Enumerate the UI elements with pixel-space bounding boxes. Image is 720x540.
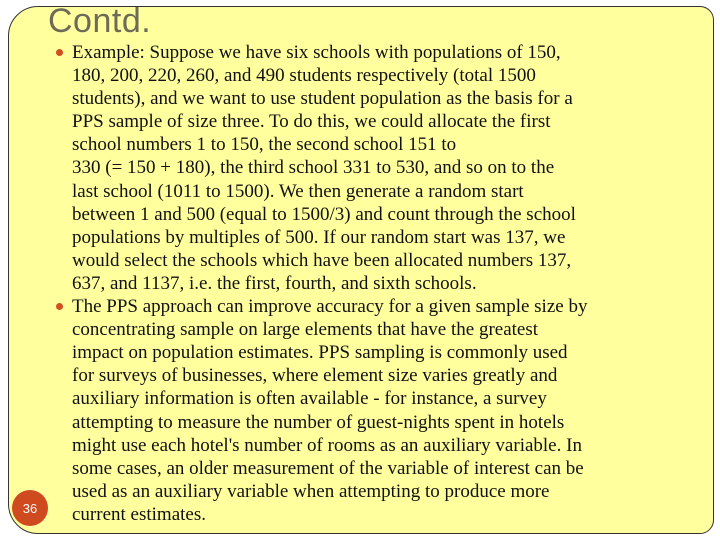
bullet-icon	[56, 49, 63, 56]
text-line: Example: Suppose we have six schools with populations of 150,	[72, 42, 561, 63]
text-line: 330 (= 150 + 180), the third school 331 to 530, and so on to the	[72, 157, 555, 179]
text-line: school numbers 1 to 150, the second school 151 to	[72, 134, 457, 156]
bullet-icon	[56, 303, 63, 310]
page-number-badge: 36	[12, 490, 48, 526]
text-line: might use each hotel's number of rooms as an auxiliary variable. In	[72, 434, 582, 456]
text-line: between 1 and 500 (equal to 1500/3) and count through the school	[72, 203, 576, 225]
text-line: 637, and 1137, i.e. the first, fourth, and sixth schools.	[72, 272, 477, 294]
text-line: students), and we want to use student population as the basis for a	[72, 88, 573, 110]
text-line: The PPS approach can improve accuracy for a given sample size by	[72, 296, 588, 318]
text-line: impact on population estimates. PPS sampling is commonly used	[72, 342, 568, 364]
text-line: current estimates.	[72, 503, 207, 525]
text-line: used as an auxiliary variable when attempting to produce more	[72, 480, 550, 502]
text-line: for surveys of businesses, where element size varies greatly and	[72, 365, 558, 387]
text-line: attempting to measure the number of guest-nights spent in hotels	[72, 411, 565, 433]
text-line: last school (1011 to 1500). We then generate a random start	[72, 180, 524, 202]
text-line: concentrating sample on large elements that have the greatest	[72, 319, 539, 341]
text-line: auxiliary information is often available - for instance, a survey	[72, 388, 547, 410]
text-line: some cases, an older measurement of the variable of interest can be	[72, 457, 584, 479]
text-line: would select the schools which have been allocated numbers 137,	[72, 249, 572, 271]
text-line: 180, 200, 220, 260, and 490 students respectively (total 1500	[72, 65, 536, 87]
slide-title: Contd.	[48, 2, 152, 40]
bullet-item	[72, 295, 587, 526]
slide-content	[72, 41, 587, 526]
text-line: PPS sample of size three. To do this, we could allocate the first	[72, 111, 551, 133]
bullet-item	[72, 41, 587, 295]
text-line: populations by multiples of 500. If our random start was 137, we	[72, 226, 566, 248]
